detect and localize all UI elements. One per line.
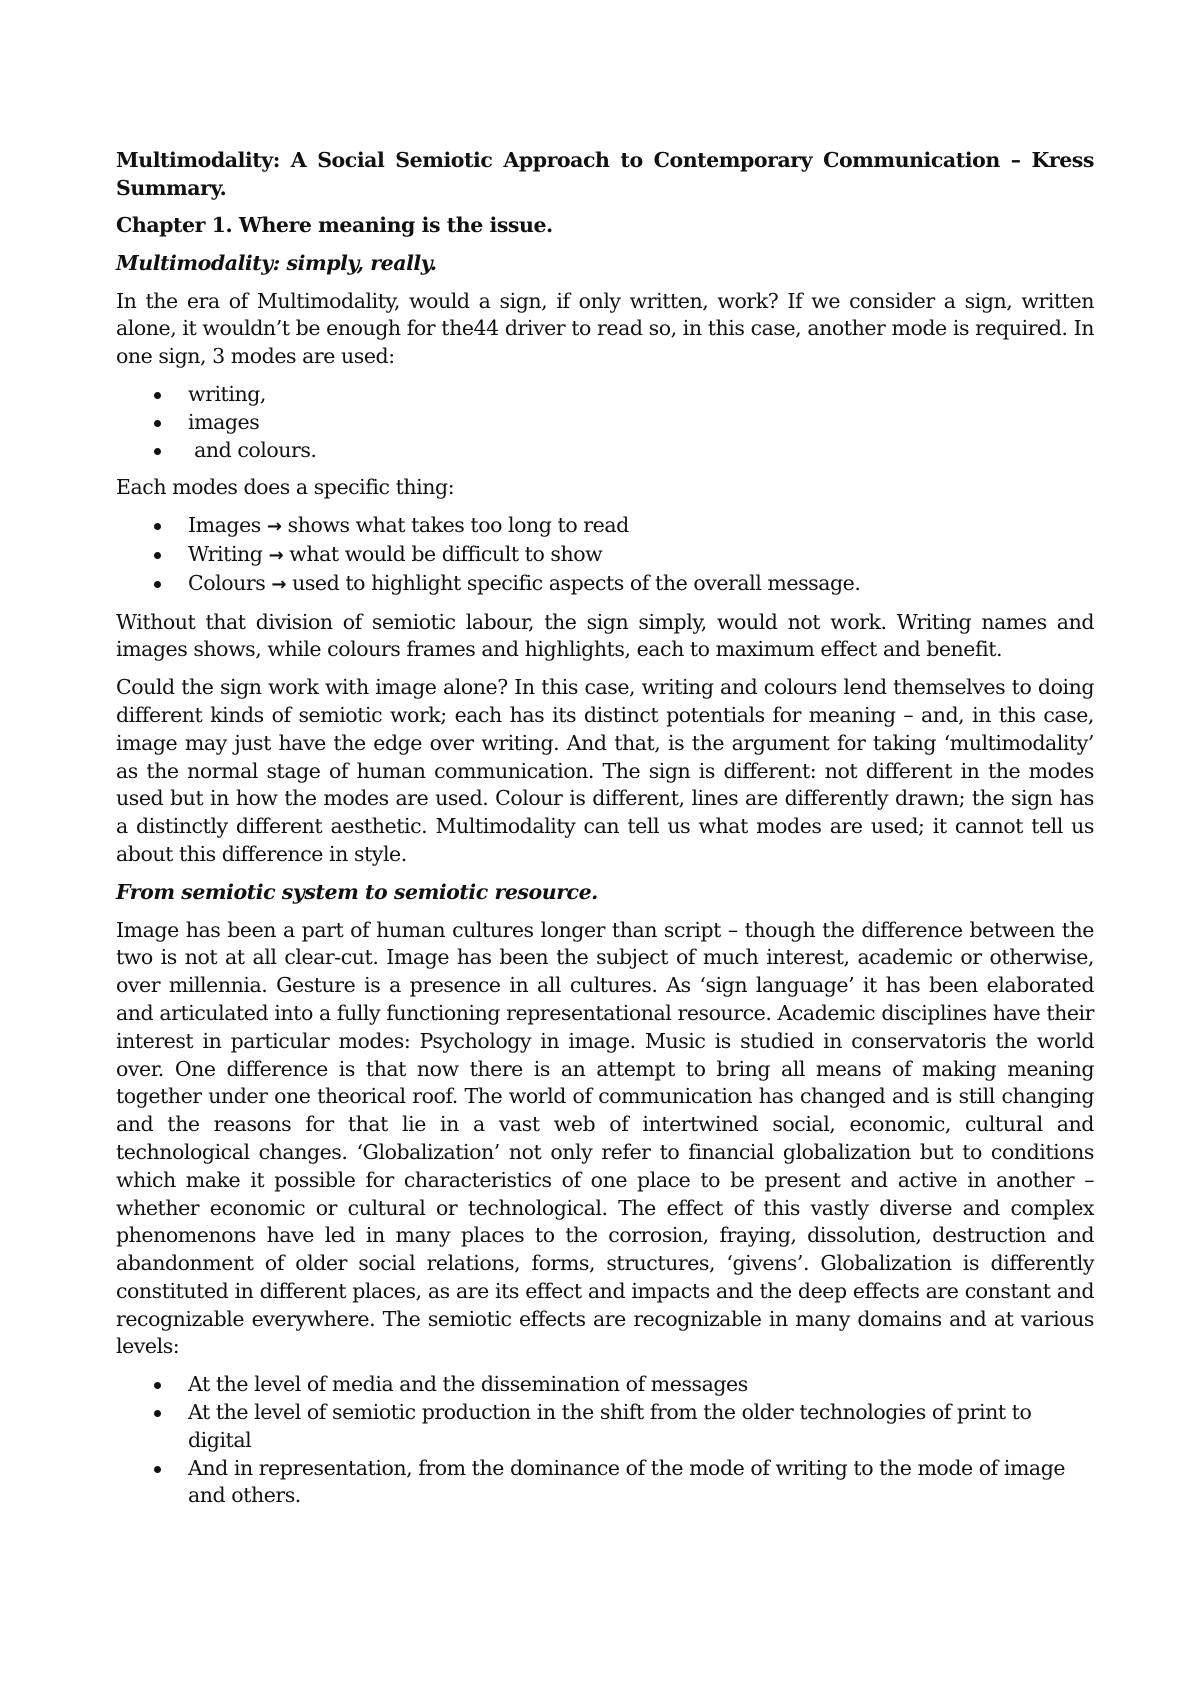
list-item — [116, 1371, 1094, 1399]
list-item — [116, 1455, 1094, 1511]
list-item-text: At the level of media and the dissemination of messages — [188, 1372, 748, 1397]
list-item-text: writing, — [188, 381, 266, 406]
list-item — [116, 512, 1094, 541]
list-item — [116, 409, 1094, 437]
paragraph-globalization: Image has been a part of human cultures longer than script – though the difference between the two is not at all clear-cut. Image has been the subject of much interest, academic or otherwise, over millennia. Gesture is a presence in all cultures. As ‘sign language’ it has been elaborated and articulated into a fully functioning representational resource. Academic disciplines have their interest in particular modes: Psychology in image. Music is studied in conservatoris the world over. One difference is that now there is an attempt to bring all means of making meaning together under one theorical roof. The world of communication has changed and is still changing and the reasons for that lie in a vast web of intertwined social, economic, cultural and technological changes. ‘Globalization’ not only refer to financial globalization but to conditions which make it possible for characteristics of one place to be present and active in another – whether economic or cultural or technological. The effect of this vastly diverse and complex phenomenons have led in many places to the corrosion, fraying, dissolution, destruction and abandonment of older social relations, forms, structures, ‘givens’. Globalization is differently constituted in different places, as are its effect and impacts and the deep effects are constant and recognizable everywhere. The semiotic effects are recognizable in many domains and at various levels: — [116, 917, 1094, 1359]
document-page — [116, 146, 1094, 1520]
bullet-icon — [154, 448, 161, 455]
list-item-text: used to highlight specific aspects of the overall message. — [292, 570, 861, 595]
bullet-icon — [154, 523, 161, 530]
bullet-icon — [154, 420, 161, 427]
list-item-mode: Images — [188, 513, 261, 538]
document-title: Multimodality: A Social Semiotic Approach to Contemporary Communication – Kress Summary. — [116, 148, 1094, 200]
arrow-right-icon: → — [271, 573, 287, 595]
paragraph-image-alone: Could the sign work with image alone? In this case, writing and colours lend themselves to doing different kinds of semiotic work; each has its distinct potentials for meaning – and, in this case, image may just have the edge over writing. And that, is the argument for taking ‘multimodality’ as the normal stage of human communication. The sign is different: not different in the modes used but in how the modes are used. Colour is different, lines are differently drawn; the sign has a distinctly different aesthetic. Multimodality can tell us what modes are used; it cannot tell us about this difference in style. — [116, 675, 1094, 866]
list-item — [116, 381, 1094, 409]
paragraph-division: Without that division of semiotic labour, the sign simply, would not work. Writing names and images shows, while colours frames and highlights, each to maximum effect and benefit. — [116, 609, 1094, 662]
list-item-text: shows what takes too long to read — [287, 513, 629, 538]
arrow-right-icon: → — [266, 516, 282, 538]
functions-list — [116, 512, 1094, 598]
list-item-text: And in representation, from the dominance of the mode of writing to the mode of image and others. — [188, 1455, 1066, 1508]
list-item-text: what would be difficult to show — [289, 541, 603, 566]
paragraph-intro: In the era of Multimodality, would a sign, if only written, work? If we consider a sign, written alone, it wouldn’t be enough for the44 driver to read so, in this case, another mode is required. In one sign, 3 modes are used: — [116, 288, 1094, 369]
section-heading-semiotic-resource: From semiotic system to semiotic resource. — [116, 879, 598, 904]
list-item — [116, 570, 1094, 599]
list-item-text: and colours. — [188, 437, 317, 462]
list-item-text: At the level of semiotic production in the shift from the older technologies of print to digital — [188, 1400, 1032, 1452]
list-item — [116, 437, 1094, 465]
section-heading-multimodality: Multimodality: simply, really. — [116, 250, 437, 275]
bullet-icon — [154, 1382, 161, 1389]
bullet-icon — [154, 1466, 161, 1473]
bullet-icon — [154, 552, 161, 559]
levels-list — [116, 1371, 1094, 1510]
list-item-text: images — [188, 409, 260, 434]
list-item — [116, 1399, 1094, 1455]
list-item-mode: Writing — [188, 541, 263, 566]
modes-list — [116, 381, 1094, 464]
list-item-mode: Colours — [188, 570, 266, 595]
bullet-icon — [154, 1410, 161, 1417]
list-item — [116, 541, 1094, 570]
bullet-icon — [154, 581, 161, 588]
arrow-right-icon: → — [268, 544, 284, 566]
paragraph-modes: Each modes does a specific thing: — [116, 475, 455, 500]
bullet-icon — [154, 392, 161, 399]
chapter-heading: Chapter 1. Where meaning is the issue. — [116, 213, 553, 237]
